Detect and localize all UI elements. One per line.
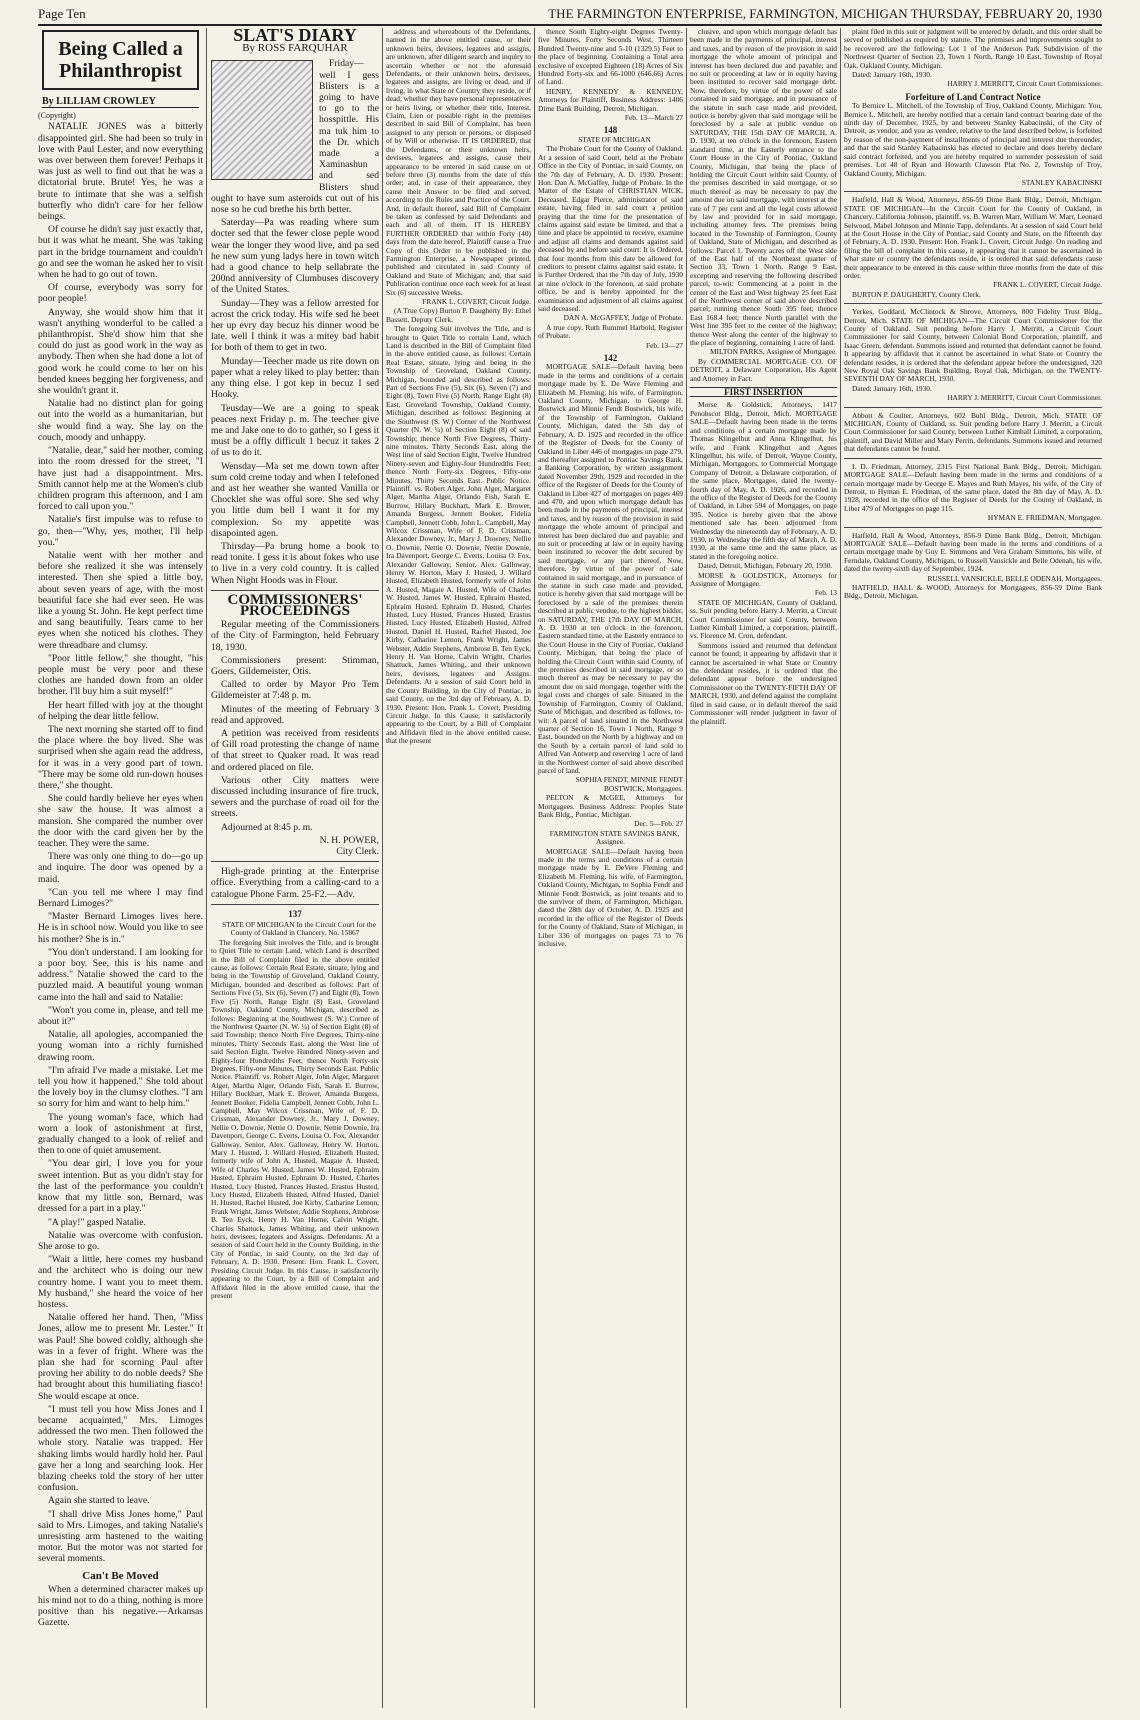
diary-entry: Sunday—They was a fellow arrested for acrost the crick today. His wife sed he beet her up evry day becuz his dinner wood be late. well I think it was a mitey bad habit for both of them to get in two. bbox=[211, 297, 379, 354]
column-rule bbox=[206, 28, 207, 1708]
story-paragraph: Natalie, all apologies, accompanied the young woman into a richly furnished drawing room. bbox=[38, 1029, 203, 1063]
story-paragraph: "Can you tell me where I may find Bernard Limoges?" bbox=[38, 886, 203, 910]
story-paragraph: "Wait a little, here comes my husband and the architect who is doing our new country home. I want you to meet them. My husband," she heard the voice of her hostess. bbox=[38, 1254, 203, 1310]
abbott-notice-text: Abbott & Coulter, Attorneys, 602 Buhl Bldg., Detroit, Mich. STATE OF MICHIGAN, County of Oakland, ss. Suit pending before Harry J. Merritt, a Circuit Court Commissioner for said County, between Luther Kimball Limited, a corporation, plaintiff, and David Miller and Mary Perrin, defendants. Summons issued and returned that defendants cannot be found. bbox=[844, 410, 1102, 454]
adjourned-sale-text: Morse & Goldstick, Attorneys, 1417 Penobscot Bldg., Detroit, Mich. MORTGAGE SALE—Default having been made in the terms and conditions of a certain mortgage made by Thomas Klingelhut and Anna Klingelhut, his wife, and Frank Klingelhut and Agnes Klingelhut, his wife, of Detroit, Wayne County, Michigan, Mortgagors, to Commercial Mortgage Company of Detroit, a Delaware corporation, of the same place, Mortgagee, dated the twenty-fourth day of May, A. D. 1926, and recorded in the office of the Register of Deeds for the County of Oakland, in Liber 594 of Mortgages, on page 395. Notice is hereby given that the above mentioned sale has been adjourned from Wednesday the nineteenth day of February, A. D. 1930, to Wednesday the fifth day of March, A. D. 1930, at the same time and the same place, as stated in the foregoing notice. bbox=[690, 400, 837, 561]
plaintiff-attorneys: HENRY, KENNEDY & KENNEDY, Attorneys for Plaintiff, Business Address: 1406 Dime Bank Building, Detroit, Michigan. bbox=[538, 86, 683, 113]
hatfield-attorneys: HATFIELD, HALL & WOOD, Attorneys for Mortgagees, 856-59 Dime Bank Bldg., Detroit, Michigan. bbox=[844, 582, 1102, 601]
chancery-order: address and whereabouts of the Defendants, named in the above entitled cause, or their unknown heirs, devisees, legatees and assigns, are unknown, after diligent search and inquiry to ascertain whether or not the aforesaid Defendants, or their unknown heirs, devisees, legatees and assigns, are living or dead, and if living, in what State or Country they reside, or if dead, whether they have personal representatives or heirs living, or whether their title, Interest, Claim, Lien or possible right in the premises described in said Bill of Complaint, has been assigned to any person or persons, or disposed of by Will or otherwise. IT IS ORDERED, that the Defendants, or their unknown heirs, devisees, legatees and assigns, cause their appearance to be entered in said cause on or before three (3) months from the date of this order; and, in case of their appearance, they cause their Answer to be filed and served, according to the Rules and Practice of the Court. And, in default thereof, said Bill of Complaint be taken as confessed by said Defendants and each and all of them. IT IS HEREBY FURTHER ORDERED that within Forty (40) days from the date hereof, Plaintiff cause a True Copy of this Order to be published in the Farmington Enterprise, a Newspaper printed, published and circulated in said County of Oakland and State of Michigan; and, that said Publication continue once each week for at least Six (6) successive Weeks. bbox=[386, 28, 531, 297]
story-paragraph: Natalie had no distinct plan for going out into the world as a humanitarian, but she would find a way. She lay on the couch, moody and unhappy. bbox=[38, 398, 203, 443]
commissioners-title: COMMISSIONERS' PROCEEDINGS bbox=[227, 591, 363, 619]
lot-dated: Dated: January 16th, 1930. bbox=[852, 70, 932, 80]
notice-number: 148 bbox=[603, 125, 618, 136]
story-paragraph: "You don't understand. I am looking for a poor boy. See, this is his name and address." Natalie showed the card to the puzzled maid. A beautiful young woman came into the hall and said to Natalie: bbox=[38, 946, 203, 1003]
commissioner-suit-text: Summons issued and returned that defendant cannot be found; it appearing by affidavit that it cannot be ascertained in what State or Country the defendant resides, it is ordered that the defendant appear before the undersigned Commissioner on the TWENTY-FIFTH DAY OF MARCH, 1930, and defend against the complaint filed in said cause, or in default thereof the said Commissioner will render judgment in favor of the plaintiff. bbox=[690, 640, 837, 726]
story-paragraph: Natalie went with her mother and before she realized it she was intensely interested. Then she spied a little boy, about seven years of age, with the most beautiful face she had ever seen. He was like a young St. John. He kept perfect time and sang beautifully. Tears came to her eyes when she noticed his clothes. They were threadbare and clumsy. bbox=[38, 549, 203, 651]
story-column bbox=[38, 28, 203, 1708]
filler-text: When a determined character makes up his mind not to do a thing, nothing is more positive than his negative.—Arkansas Gazette. bbox=[38, 1583, 203, 1629]
clerk-title: City Clerk. bbox=[336, 846, 379, 858]
mortgage-sale-text-2: MORTGAGE SALE—Default having been made in the terms and conditions of a certain mortgage made by E. DeVere Fleming and Elizabeth M. Fleming, his wife, of Farmington, Oakland County, Michigan, to Sophia Fendt and Minnie Fendt Bostwick, as joint tenants and to the survivor of them, of Farmington, Michigan, dated the 28th day of October, A. D. 1925 and recorded in the office of the Register of Deeds for the County of Oakland, State of Michigan, in Liber 336 of mortgages on pages 73 to 76 inclusive. bbox=[538, 846, 683, 949]
story-paragraph: Anyway, she would show him that it wasn't anything wonderful to be called a philanthropist. She'd show him that she could do just as good work in the way as anybody. Then when she had done a lot of good work he could come to her on his bended knees begging her forgiveness, and she wouldn't grant it. bbox=[38, 306, 203, 397]
friedman-signature: HYMAN E. FRIEDMAN, Mortgagee. bbox=[987, 513, 1102, 523]
chancery-head: STATE OF MICHIGAN In the Circuit Court for the County of Oakland in Chancery. No. 15867 bbox=[222, 920, 376, 938]
publication-dates: Feb. 13—March 27 bbox=[624, 113, 683, 123]
commissioners-paragraph: Commissioners present: Stimman, Goers, Gildemeister, Otis. bbox=[211, 654, 379, 677]
story-paragraph: Of course, everybody was sorry for poor people! bbox=[38, 282, 203, 305]
mortgagee-attorneys: PELTON & McGEE, Attorneys for Mortgagees. Business Address: Peoples State Bank Bldg., Pontiac, Michigan. bbox=[538, 793, 683, 819]
mortgagee-signature: SOPHIA FENDT, MINNIE FENDT BOSTWICK, Mortgagees. bbox=[575, 775, 683, 793]
assignee-signature: MILTON PARKS, Assignee of Mortgagee. bbox=[709, 347, 837, 357]
story-paragraph: Natalie offered her hand. Then, "Miss Jones, allow me to present Mr. Lester." It was Paul! She bowed coldly, although she was in a fever of fright. Where was the plan she had for scorning Paul after proving her ability to do noble deeds? She had brought about this humiliating fiasco! She would escape at once. bbox=[38, 1312, 203, 1402]
story-paragraph: Natalie's first impulse was to refuse to go, then—"Why, yes, mother, I'll help you." bbox=[38, 514, 203, 548]
lot-commissioner: HARRY J. MERRITT, Circuit Court Commissioner. bbox=[947, 79, 1102, 89]
story-paragraph: There was only one thing to do—go up and inquire. The door was opened by a maid. bbox=[38, 851, 203, 885]
mortgage-company: By COMMERCIAL MORTGAGE CO. OF DETROIT, a Delaware Corporation, His Agent and Attorney in Fact. bbox=[690, 356, 837, 383]
story-paragraph: "Poor little fellow," she thought, "his people must be very poor and these clothes are handed down from an older brother. I'll buy him a suit myself!" bbox=[38, 652, 203, 698]
commissioners-paragraph: Called to order by Mayor Pro Tem Gildemeister at 7:48 p. m. bbox=[211, 679, 379, 702]
column-rule bbox=[534, 28, 535, 1708]
commissioner-dated: Dated: January 16th, 1930. bbox=[852, 383, 932, 393]
probate-head: STATE OF MICHIGAN bbox=[578, 134, 651, 144]
story-paragraph: Again she started to leave. bbox=[48, 1495, 150, 1507]
lot-description: plaint filed in this suit or judgment will be entered by default, and this order shall be served or published as required by statute. The premises and improvements sought to be recovered are the following: Lot 1 of the Anderson Park Subdivision of the Northwest Quarter of Section 23, Town 1 North, Range 10 East, Township of Royal Oak, Oakland County, Michigan. bbox=[844, 28, 1102, 70]
commissioner-signature: HARRY J. MERRITT, Circuit Court Commissioner. bbox=[947, 393, 1102, 403]
story-paragraph: The next morning she started off to find the place where the boy lived. She was surprised when she again read the address, for it was in a very good part of town. "There may be some old run-down houses there," she thought. bbox=[38, 723, 203, 791]
mortgage-sale-text: MORTGAGE SALE—Default having been made in the terms and conditions of a certain mortgage made by E. De Wave Fleming and Elizabeth M. Fleming, his wife, of Farmington, Oakland County, Michigan, to George H. Bostwick and Minnie Fendt Bostwick, his wife, of the Township of Farmington, Oakland County, Michigan, dated the 5th day of February, A. D. 1925 and recorded in the office of the Register of Deeds for the County of Oakland in Liber 446 of mortgages on page 279, and thereafter assigned to Pontiac Savings Bank, a Banking Corporation, by written assignment dated November 29th, 1929 and recorded in the office of the Register of Deeds for the County of Oakland in Liber 427 of mortgages on pages 469 and 470, and upon which mortgage default has been made in the payments of principal, interest and taxes, and by reason of the provision in said mortgage the whole amount of principal and interest has been declared due and payable; and no suit or proceeding at law or in equity having been instituted to recover the debt secured by said mortgage, or any part thereof. Now, therefore, by virtue of the power of sale contained in said mortgage, and in pursuance of the statute in such case made and provided, notice is hereby given that said mortgage will be foreclosed by a sale of the premises therein described at public vendue, to the highest bidder, on SATURDAY, THE 17th DAY OF MARCH, A. D. 1930 at ten o'clock in the forenoon, Eastern standard time, at the Easterly entrance to the Court House in the City of Pontiac, Oakland County, Michigan, that being the place of holding the Circuit Court within said County, of the premises described in said mortgage, or so much thereof as may be necessary to pay the amount due on said mortgage, together with the legal costs and charges of sale. Situated in the Township of Farmington, County of Oakland, State of Michigan, and described as follows, to-wit: A parcel of land situated in the Northwest quarter of Section 16, Town 1 North, Range 9 East, bounded on the North by a highway and on the South by a certain parcel of land sold to Alfred Van Antwerp and reserving 1 acre of land in the Northwest corner of said above described parcel of land. bbox=[538, 362, 683, 775]
page-number: Page Ten bbox=[38, 6, 86, 21]
commissioner-suit-head: STATE OF MICHIGAN, County of Oakland, ss. Suit pending before Harry J. Merritt, a Circuit Court Commissioner for said County, between Luther Kimball Limited, a corporation, plaintiff, vs. Florence M. Cron, defendant. bbox=[690, 597, 837, 641]
hatfield-notice-text: Hatfield, Hall & Wood, Attorneys, 856-9 Dime Bank Bldg., Detroit, Michigan. MORTGAGE SALE—Default having been made in the terms and conditions of a certain mortgage made by Guy E. Simmons and Vera Graham Simmons, his wife, of Ferndale, Oakland County, Michigan, to Russell Vansickle and Belle Odenah, his wife, dated the twenty-sixth day of September, 1924. bbox=[844, 530, 1102, 574]
first-insertion: FIRST INSERTION bbox=[690, 387, 837, 397]
legal-column-4 bbox=[538, 28, 683, 1708]
diary-entry: Friday—well I gess Blisters is a going to have to go to the hosspittle. His ma tuk him to the Dr. which made a Xaminashun and sed Blisters shud ought to have sum asteroids cut out of his nose so he cud brethe his brth better. bbox=[211, 58, 379, 216]
chancery-true-copy: (A True Copy) Burton P. Daugherty By: Ethel Bassett, Deputy Clerk. bbox=[386, 306, 531, 324]
story-paragraph: She could hardly believe her eyes when she saw the house. It was almost a mansion. She compared the number over the door with the card given her by the teacher. They were the same. bbox=[38, 793, 203, 849]
notice-number: 137 bbox=[288, 908, 302, 919]
legal-column-6 bbox=[844, 28, 1102, 1708]
mortgage-continued: clusive, and upon which mortgage default has been made in the payments of principal, interest and taxes, and by reason of the provision in said mortgage the whole amount of principal and interest has been declared due and payable; and no suit or proceeding at law or in equity having been instituted to recover said mortgage debt. Now, therefore, by virtue of the power of sale contained in said mortgage, and in pursuance of the statute in such case made and provided, notice is hereby given that said mortgage will be foreclosed by a sale at public vendue on SATURDAY, THE 15th DAY OF MARCH, A. D. 1930, at ten o'clock in the forenoon, Eastern standard time, at the Easterly entrance to the Court House in the City of Pontiac, Oakland County, Michigan, that being the place of holding the Circuit Court within said County, of the premises described in said mortgage, or so much thereof as may be necessary to pay the amount due on said mortgage, with interest at the rate of 7 per cent and all the legal costs allowed by law and provided for in said mortgage, including attorney fees. The premises being located in the Township of Farmington, County of Oakland, State of Michigan, and described as follows: Parcel 1. Twenty acres off the West side of the East half of the Northeast quarter of Section 33, Town 1 North, Range 9 East, excepting and reserving the following described parcel, to-wit: Commencing at a point in the center of the East and West highway 25 feet East of the Northwest corner of said above described parcel; running thence South 395 feet; thence East 168.4 feet; thence North parallel with the West line 395 feet to the center of the highway; thence West along the center of the highway to the place of beginning, containing 1 acre of land. bbox=[690, 28, 837, 348]
publication-dates: Feb. 13—27 bbox=[646, 340, 683, 350]
story-title: Being Called a Philanthropist bbox=[42, 30, 199, 90]
diary-entry: Thirsday—Pa brung home a book to read tonite. I gess it is about fokes who use to live in a very cold country. It is called When Night Hoods was in Flour. bbox=[211, 540, 379, 586]
commissioners-paragraph: A petition was received from residents of Gill road protesting the change of name of that street to Quaker road. It was read and ordered placed on file. bbox=[211, 727, 379, 773]
chancery-parties: The foregoing Suit involves the Title, and is brought to Quiet Title to certain Land, which Land is described in the Bill of Complaint filed in the above entitled cause, as follows: Certain Real Estate, situate, lying and being in the Township of Groveland, Oakland County, Michigan, bounded and described as follows: Part of Sections Five (5), Six (6), Seven (7) and Eight (8), Town Five (5) North, Range Eight (8) East, Groveland Township, Oakland County, Michigan, described as follows: Beginning at the Southwest (S. W.) Corner of the Northwest Quarter (N. W. ¼) of Section Eight (8) of said Township; thence North Five Degrees, Thirty-nine minutes, Thirty Seconds East, along the West line of said Section Eight, Twelve Hundred Ninety-seven and Eighty-four Hundredths Feet; thence North Forty-six Degrees, Fifty-one Minutes, Thirty Seconds East. Public Notice. Plaintiff. vs. Robert Alger, John Alger, Margaret Alger, Martha Alger, Orlando Fish, Sarah E. Burrow, Hillary Buckhart, Mark E. Brower, Amanda Burgess, Jennett Booker, Fidelia Campbell, Jennett Cobb, John L. Campbell, May Wilcox Crissman, Wife of F. D. Crissman, Alexander Downey, Jr., Mary J. Downey, Nellie O. Downie, Nettie O. Downie, Nettie Downie, Ira Davenport, George C. Everts, Louisa O. Fox, Alexander Galloway, Senior, Alex. Galloway, Henry W. Horton, Mary J. Husted, J. Willard Husted, Elizabeth Husted, formerly wife of John A. Husted, Magaie A. Husted, Wife of Charles W. Husted, James W. Husted, Ephraim Husted, Ephraim Husted, Ephraim D. Husted, Charles Husted, Lucy Husted, Frances Husted, Erastus Husted, Lucy Husted, Elizabeth Husted, Alfred Husted, Daniel H. Husted, Rachel Husted, Joe Kirby, Catharine Lemon, Frank Wright, James Webster, Addie Stephens, Ambrose B. Ten Eyck, Henry H. Van Horne, Calvin Wright, Charles Shattuck, James Whiting, and their unknown heirs, devisees, legatees and Assigns. Defendants. At a session of said Court held in the County Building, in the City of Pontiac, in said County, on the 3rd day of February, A. D. 1930. Present: Hon. Frank L. Covert, Presiding Circuit Judge. In this Cause, it satisfactorily appearing to the Court, by a Bill of Complaint and Affidavit filed in the above entitled cause, that the present bbox=[211, 937, 379, 1300]
diary-byline: By ROSS FARQUHAR bbox=[242, 42, 348, 55]
land-description-end: thence South Eighty-eight Degrees Twenty-five Minutes, Forty Seconds West, Thirteen Hundred Twenty-nine and 5-10 (1329.5) Feet to the place of beginning. Containing a Total area exclusive of excepted Eighteen (18) Acres of Six Hundred Forty-six and 66-1000 (646.66) Acres of Land. bbox=[538, 28, 683, 87]
masthead: THE FARMINGTON ENTERPRISE, FARMINGTON, MICHIGAN THURSDAY, FEBRUARY 20, 1930 bbox=[548, 6, 1102, 21]
commissioner-notice-text: Yerkes, Goddard, McClintock & Shrove, Attorneys, 800 Fidelity Trust Bldg., Detroit, Mich. STATE OF MICHIGAN—The Circuit Court Commissioner for the County of Oakland. Suit pending before Harry J. Merritt, a Circuit Court Commissioner for said County, between Colonial Bond Corporation, plaintiff, and Isaac Green, defendant. Summons issued and returned that defendant cannot be found. It appearing by affidavit that it cannot be ascertained in what State or Country the defendant resides, it is ordered that the defendant appear before the undersigned, 320 New Royal Oak Savings Bank Building, Royal Oak, Michigan, on the TWENTY-SEVENTH DAY OF MARCH, 1930. bbox=[844, 307, 1102, 384]
story-paragraph: The young woman's face, which had worn a look of astonishment at first, gradually changed to a look of relief and then to one of quiet amusement. bbox=[38, 1111, 203, 1157]
diary-entry: Teusday—We are a going to speak peaces next Friday p. m. The teecher give me and Jake one to do to gather, so I gess it must be a offly difficult 1 becuz it takes 2 of us to do it. bbox=[211, 402, 379, 459]
friedman-notice-text: I. D. Friedman, Attorney, 2315 First National Bank Bldg., Detroit, Michigan. MORTGAGE SALE—Default having been made in the terms and conditions of a certain mortgage made by George E. Mayes and Ruth Mayes, his wife, of the City of Detroit, to Hyman E. Friedman, of the same place, dated the 8th day of May, A. D. 1928, recorded in the office of the Register of Deeds for the County of Oakland, in Liber 479 of Mortgages on page 115. bbox=[844, 461, 1102, 513]
hatfield-signature: RUSSELL VANSICKLE, BELLE ODENAH, Mortgagees. bbox=[927, 573, 1102, 583]
story-paragraph: "Master Bernard Limoges lives here. He is in school now. Would you like to see his mother? She is in." bbox=[38, 911, 203, 945]
adjourned-attorneys: MORSE & GOLDSTICK, Attorneys for Assignee of Mortgagee. bbox=[690, 570, 837, 588]
story-paragraph: "Won't you come in, please, and tell me about it?" bbox=[38, 1004, 203, 1028]
diary-entry: Munday—Teecher made us rite down on paper what a reley liked to play better: than any thing else. I got kep in becuz I sed Hooky. bbox=[211, 355, 379, 401]
story-paragraph: "A play!" gasped Natalie. bbox=[48, 1216, 146, 1228]
story-paragraph: "I'm afraid I've made a mistake. Let me tell you how it happened." She told about the lovely boy in the clumsy clothes. "I am so sorry for him and want to help him." bbox=[38, 1064, 203, 1110]
diary-title: SLAT'S DIARY bbox=[233, 28, 357, 45]
story-paragraph: Of course he didn't say just exactly that, but it was what he meant. She was 'taking part in the bridge tournament and couldn't go and see the woman he asked her to visit when he had to go out of town. bbox=[38, 224, 203, 281]
column-rule bbox=[382, 28, 383, 1708]
column-rule bbox=[686, 28, 687, 1708]
chancery-land: The foregoing Suit involves the Title, and is brought to Quiet Title to certain Land, which Land is described in the Bill of Complaint filed in the above entitled cause, as follows: Certain Real Estate, situate, lying and being in the Township of Groveland, Oakland County, Michigan, bounded and described as follows: Part of Sections Five (5), Six (6), Seven (7) and Eight (8), Town Five (5) North, Range Eight (8) East, Groveland Township, Oakland County, Michigan, described as follows: Beginning at the Southwest (S. W.) Corner of the Northwest Quarter (N. W. ¼) of Section Eight (8) of said Township; thence North Five Degrees, Thirty-nine minutes, Thirty Seconds East, along the West line of said Section Eight, Twelve Hundred Ninety-seven and Eighty-four Hundredths Feet; thence North Forty-six Degrees, Fifty-one Minutes, Thirty Seconds East. Public Notice. Plaintiff. vs. Robert Alger, John Alger, Margaret Alger, Martha Alger, Orlando Fish, Sarah E. Burrow, Hillary Buckhart, Mark E. Brower, Amanda Burgess, Jennett Booker, Fidelia Campbell, Jennett Cobb, John L. Campbell, May Wilcox Crissman, Wife of F. D. Crissman, Alexander Downey, Jr., Mary J. Downey, Nellie O. Downie, Nettie O. Downie, Nettie Downie, Ira Davenport, George C. Everts, Louisa O. Fox, Alexander Galloway, Senior, Alex. Galloway, Henry W. Horton, Mary J. Husted, J. Willard Husted, Elizabeth Husted, formerly wife of John A. Husted, Magaie A. Husted, Wife of Charles W. Husted, James W. Husted, Ephraim Husted, Ephraim Husted, Ephraim D. Husted, Charles Husted, Lucy Husted, Frances Husted, Erastus Husted, Lucy Husted, Elizabeth Husted, Alfred Husted, Daniel H. Husted, Rachel Husted, Joe Kirby, Catharine Lemon, Frank Wright, James Webster, Addie Stephens, Ambrose B. Ten Eyck, Henry H. Van Horne, Calvin Wright, Charles Shattuck, James Whiting, and their unknown heirs, devisees, legatees and Assigns. Defendants. At a session of said Court held in the County Building, in the City of Pontiac, in said County, on the 3rd day of February, A. D. 1930. Present: Hon. Frank L. Covert, Presiding Circuit Judge. In this Cause, it satisfactorily appearing to the Court, by a Bill of Complaint and Affidavit filed in the above entitled cause, that the present bbox=[386, 324, 531, 746]
diary-entry: Wensday—Ma set me down town after sum cold creme today and when I telefoned and ast her weather she wanted Vanilla or Chocklet she was offul sore. She sed why you little dum bell I want it for my complexion. So my appetite was disapointed agen. bbox=[211, 460, 379, 539]
story-paragraph: "I must tell you how Miss Jones and I became acquainted," Mrs. Limoges addressed the two men. Then followed the whole story. Natalie was trapped. Her shaking limbs would hardly hold her. Paul gave her a long and searching look. Her blazing cheeks told the story of her utter confusion. bbox=[38, 1403, 203, 1494]
diary-illustration bbox=[211, 60, 313, 180]
commissioners-paragraph: Adjourned at 8:45 p. m. bbox=[221, 821, 313, 833]
forfeiture-heading: Forfeiture of Land Contract Notice bbox=[905, 91, 1041, 102]
commissioners-paragraph: Regular meeting of the Commissioners of the City of Farmington, held February 18, 1930. bbox=[211, 619, 379, 653]
probate-judge: DAN A. McGAFFEY, Judge of Probate. bbox=[563, 313, 683, 323]
diary-entry: Saterday—Pa was reading where sum docter sed that the fewer close peple wood wear the longer they wood live, and pa sed he new sum yung ladys here in town witch had a good chance to help sellabrate the 200nd anniversity of Clumbuses discovery of the United States. bbox=[211, 217, 379, 296]
forfeiture-signature: STANLEY KABACINSKI bbox=[1021, 177, 1102, 187]
story-paragraph: NATALIE JONES was a bitterly disappointed girl. She had been so truly in love with Paul Lester, and now everything was over between them forever! Perhaps it was just as well to find out that he was a dictatorial brute. Brute! Yes, he was a brute to intimate that she was a selfish butterfly who didn't care for her fellow beings. bbox=[38, 121, 203, 223]
filler-heading: Can't Be Moved bbox=[82, 1569, 159, 1582]
printing-ad: High-grade printing at the Enterprise office. Everything from a calling-card to a catalogue Phone Farm. 25-F2.—Adv. bbox=[211, 866, 379, 900]
publication-dates: Feb. 13 bbox=[814, 588, 837, 598]
story-paragraph: "Natalie, dear," said her mother, coming into the room dressed for the street, "I have just had a disappointment. Mrs. Smith cannot help me at the Women's club children program this afternoon, and I am forced to call upon you." bbox=[38, 445, 203, 513]
bank-assignee: FARMINGTON STATE SAVINGS BANK, Assignee. bbox=[549, 828, 680, 847]
publication-dates: Dec. 5—Feb. 27 bbox=[634, 819, 683, 829]
column-rule bbox=[840, 28, 841, 1708]
story-paragraph: Her heart filled with joy at the thought of helping the dear little fellow. bbox=[38, 699, 203, 722]
story-paragraph: "You dear girl, I love you for your sweet intention. But as you didn't stay for the last of the performance you couldn't know that my little son, Bernard, was dressed for a part in a play." bbox=[38, 1158, 203, 1215]
forfeiture-text: To Bernice L. Mitchell, of the Township of Troy, Oakland County, Michigan: You, Bernice L. Mitchell, are hereby notified that a certain land contract bearing date of the ninth day of December, 1925, by and between Stanley Kabacinski, of the City of Detroit, as vendor, and you as vendee, relative to the land described below, is forfeited by reason of the non-payment of installments of principal and interest due thereunder, and that the said Stanley Kabacinski has elected to declare and does hereby declare said contract forfeited, and you are hereby required to surrender possession of said premises. Lot 48 of Ryan and Howarth Clawson Plat No. 2, Township of Troy, Oakland County, Michigan. bbox=[844, 101, 1102, 178]
probate-register: A true copy. Ruth Rummel Harbold, Register of Probate. bbox=[538, 322, 683, 341]
chancery-judge: FRANK L. COVERT, Circuit Judge. bbox=[993, 280, 1102, 290]
clerk-signature: N. H. POWER, bbox=[319, 834, 379, 846]
story-paragraph: Natalie was overcome with confusion. She arose to go. bbox=[38, 1229, 203, 1252]
commissioners-paragraph: Minutes of the meeting of February 3 read and approved. bbox=[211, 703, 379, 726]
diary-column bbox=[211, 28, 379, 1708]
story-byline: By LILLIAM CROWLEY bbox=[42, 96, 199, 108]
story-paragraph: "I shall drive Miss Jones home," Paul said to Mrs. Limoges, and taking Natalie's unresisting arm hastened to the waiting motor. But the motor was not started for several moments. bbox=[38, 1508, 203, 1565]
commissioners-paragraph: Various other City matters were discussed including insurance of fire truck, sewers and the purchase of road oil for the streets. bbox=[211, 774, 379, 820]
story-copyright: (Copyright) bbox=[38, 111, 76, 121]
legal-column-3 bbox=[386, 28, 531, 1708]
story-body bbox=[38, 121, 203, 1564]
adjourned-dated: Dated, Detroit, Michigan, February 20, 1930. bbox=[698, 561, 833, 571]
page-header bbox=[38, 6, 1102, 26]
chancery-judge: FRANK L. COVERT, Circuit Judge. bbox=[422, 297, 531, 306]
probate-text: The Probate Court for the County of Oakland. At a session of said Court, held at the Probate Office in the City of Pontiac, in said County, on the 7th day of February, A. D. 1930. Present: Hon. Dan A. McGaffey, Judge of Probate. In the Matter of the Estate of CHRISTIAN WICK, Deceased. Edgar Pierce, administrator of said estate, having filed in said court a petition praying that the time for the presentation of claims against said estate be limited, and that a time and place be appointed to receive, examine and adjust all claims and demands against said deceased by and before said court: It is Ordered, that four months from this date be allowed for creditors to present claims against said estate. It is Further Ordered, that the 7th day of July, 1930 at nine o'clock in the forenoon, at said probate office, be and is hereby appointed for the examination and adjustment of all claims against said deceased. bbox=[538, 144, 683, 313]
notice-number: 142 bbox=[603, 353, 618, 364]
commissioners-body bbox=[211, 619, 379, 833]
legal-column-5 bbox=[690, 28, 837, 1708]
county-clerk: BURTON P. DAUGHERTY, County Clerk. bbox=[852, 289, 981, 299]
chancery-notice-text: Hatfield, Hall & Wood, Attorneys, 856-59 Dime Bank Bldg., Detroit, Michigan. STATE OF MICHIGAN—In the Circuit Court for the County of Oakland, in Chancery. California Johnson, plaintiff, vs. B. Warren Marr, William W. Marr, Leonard Selwood, Mabel Johnson and Minnie Tapp, defendants. At a session of said Court held at the Court House in the City of Pontiac, said County and State, on the fifteenth day of February, A. D. 1930. Present: Hon. Frank L. Covert, Circuit Judge. On reading and filing the bill of complaint in this cause, it appearing that it cannot be ascertained in what state or country the defendants reside, it is ordered that said defendants cause their appearance to be entered in this cause within three months from the date of this order. bbox=[844, 195, 1102, 280]
